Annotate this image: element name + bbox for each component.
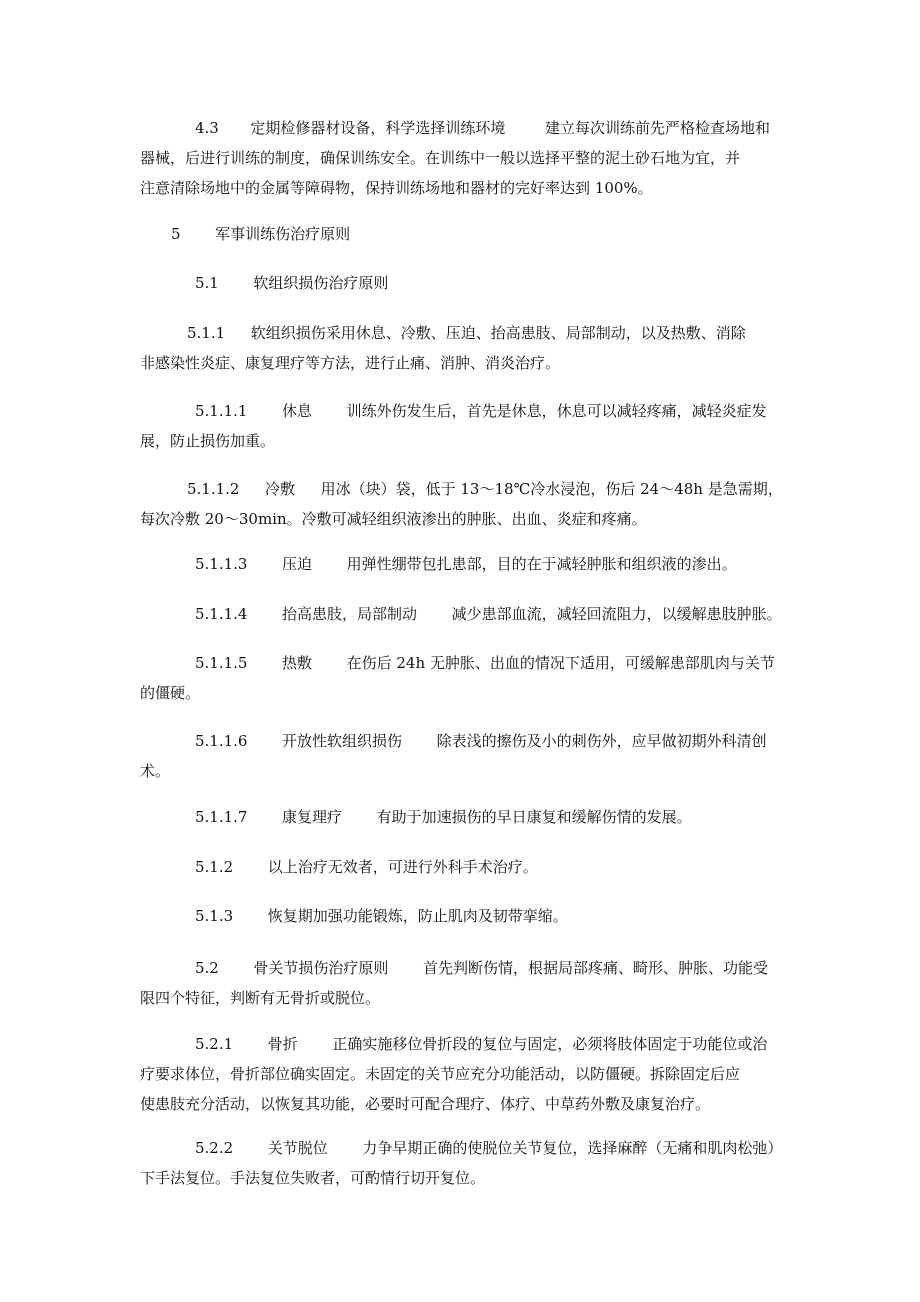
- paragraph-4-3: [140, 113, 792, 203]
- section-number: 4.3: [195, 119, 219, 137]
- paragraph-text: 每次冷敷 20～30min。冷敷可减轻组织液渗出的肿胀、出血、炎症和疼痛。: [140, 510, 647, 528]
- paragraph-5-1-3: [140, 901, 792, 931]
- paragraph-5-1-1-3: [140, 549, 792, 579]
- section-number: 5: [171, 225, 181, 243]
- section-number: 5.1.1: [187, 324, 226, 342]
- paragraph-5-1-1-6: [140, 726, 792, 786]
- paragraph-5-2-2: [140, 1133, 792, 1193]
- paragraph-text: 有助于加速损伤的早日康复和缓解伤情的发展。: [376, 808, 692, 826]
- paragraph-text: 注意清除场地中的金属等障碍物，保持训练场地和器材的完好率达到 100%。: [140, 179, 653, 197]
- paragraph-text: 建立每次训练前先严格检查场地和: [545, 119, 771, 137]
- paragraph-text: 训练外伤发生后，首先是休息，休息可以减轻疼痛，减轻炎症发: [346, 402, 767, 420]
- paragraph-5-1-1-7: [140, 802, 792, 832]
- section-heading: 骨关节损伤治疗原则: [253, 959, 389, 977]
- paragraph-text: 术。: [140, 762, 171, 780]
- section-number: 5.1.1.7: [195, 808, 248, 826]
- section-number: 5.1.1.5: [195, 654, 248, 672]
- heading-5: [140, 219, 792, 249]
- paragraph-text: 使患肢充分活动，以恢复其功能，必要时可配合理疗、体疗、中草药外敷及康复治疗。: [140, 1095, 711, 1113]
- section-number: 5.1.1.6: [195, 732, 248, 750]
- section-number: 5.1.1.1: [195, 402, 248, 420]
- paragraph-text: 正确实施移位骨折段的复位与固定，必须将肢体固定于功能位或治: [332, 1035, 768, 1053]
- section-heading: 冷敷: [265, 480, 296, 498]
- section-heading: 军事训练伤治疗原则: [215, 225, 351, 243]
- paragraph-5-1-2: [140, 852, 792, 882]
- paragraph-5-2-1: [140, 1029, 792, 1119]
- section-number: 5.1.1.3: [195, 555, 248, 573]
- section-heading: 软组织损伤治疗原则: [253, 274, 389, 292]
- paragraph-first-line: [140, 113, 792, 143]
- section-heading: 抬高患肢，局部制动: [282, 605, 418, 623]
- heading-5-1: [140, 268, 792, 298]
- paragraph-5-1-1-2: [140, 474, 792, 534]
- section-heading: 开放性软组织损伤: [282, 732, 403, 750]
- paragraph-text: 力争早期正确的使脱位关节复位，选择麻醉（无痛和肌肉松弛）: [362, 1139, 783, 1157]
- paragraph-5-1-1-1: [140, 396, 792, 456]
- section-heading: 骨折: [267, 1035, 298, 1053]
- paragraph-5-1-1-4: [140, 599, 792, 629]
- section-heading: 康复理疗: [282, 808, 343, 826]
- section-number: 5.2.1: [195, 1035, 234, 1053]
- section-heading: 休息: [282, 402, 313, 420]
- paragraph-text: 限四个特征，判断有无骨折或脱位。: [140, 989, 381, 1007]
- section-heading: 关节脱位: [267, 1139, 328, 1157]
- paragraph-5-1-1: [140, 318, 792, 378]
- section-number: 5.1.1.4: [195, 605, 248, 623]
- section-number: 5.1.1.2: [187, 480, 240, 498]
- paragraph-text: 疗要求体位，骨折部位确实固定。未固定的关节应充分功能活动，以防僵硬。拆除固定后应: [140, 1065, 741, 1083]
- paragraph-text: 除表浅的擦伤及小的刺伤外，应早做初期外科清创: [436, 732, 767, 750]
- section-heading: 定期检修器材设备，科学选择训练环境: [250, 119, 506, 137]
- paragraph-text: 首先判断伤情，根据局部疼痛、畸形、肿胀、功能受: [423, 959, 769, 977]
- paragraph-text: 展，防止损伤加重。: [140, 432, 276, 450]
- paragraph-text: 用冰（块）袋，低于 13～18℃冷水浸泡，伤后 24～48h 是急需期，: [320, 480, 783, 498]
- paragraph-text: 软组织损伤采用休息、冷敷、压迫、抬高患肢、局部制动，以及热敷、消除: [250, 324, 746, 342]
- paragraph-text: 非感染性炎症、康复理疗等方法，进行止痛、消肿、消炎治疗。: [140, 354, 561, 372]
- paragraph-text: 减少患部血流，减轻回流阻力，以缓解患肢肿胀。: [451, 605, 782, 623]
- paragraph-text: 恢复期加强功能锻炼，防止肌肉及韧带挛缩。: [267, 907, 568, 925]
- paragraph-5-2: [140, 953, 792, 1013]
- paragraph-text: 的僵硬。: [140, 684, 201, 702]
- section-number: 5.1.2: [195, 858, 234, 876]
- section-number: 5.2: [195, 959, 219, 977]
- section-heading: 热敷: [282, 654, 313, 672]
- paragraph-text: 用弹性绷带包扎患部，目的在于减轻肿胀和组织液的渗出。: [346, 555, 737, 573]
- paragraph-text: 器械，后进行训练的制度，确保训练安全。在训练中一般以选择平整的泥土砂石地为宜，并: [140, 149, 741, 167]
- section-number: 5.2.2: [195, 1139, 234, 1157]
- paragraph-text: 在伤后 24h 无肿胀、出血的情况下适用，可缓解患部肌肉与关节: [346, 654, 775, 672]
- section-heading: 压迫: [282, 555, 313, 573]
- paragraph-5-1-1-5: [140, 648, 792, 708]
- section-number: 5.1.3: [195, 907, 234, 925]
- paragraph-text: 下手法复位。手法复位失败者，可酌情行切开复位。: [140, 1169, 486, 1187]
- section-number: 5.1: [195, 274, 219, 292]
- paragraph-text: 以上治疗无效者，可进行外科手术治疗。: [267, 858, 538, 876]
